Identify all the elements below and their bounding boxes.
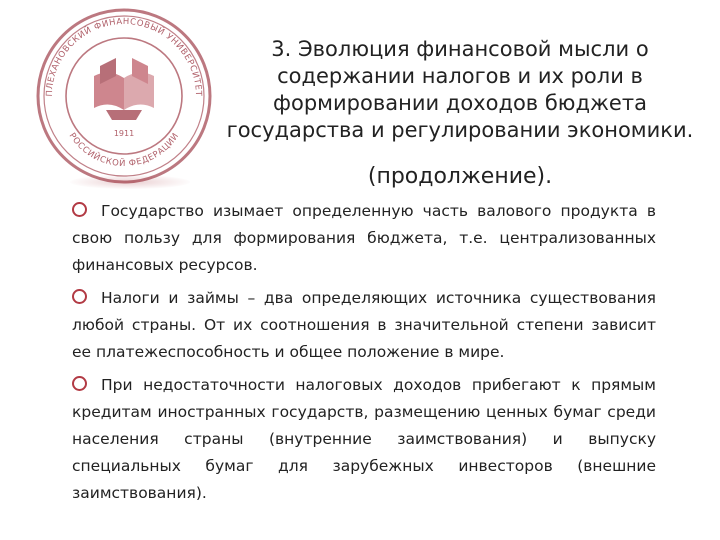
title-line: содержании налогов и их роли в — [277, 64, 643, 88]
list-item — [72, 372, 656, 507]
slide-subtitle: (продолжение). — [367, 164, 553, 189]
slide-title — [225, 36, 695, 144]
bullet-text: При недостаточности налоговых доходов прибегают к прямым кредитам иностранных государств, размещению ценных бумаг среди населения страны (внутренние заимствования) и выпуску специальных бумаг для зарубежных инвесторов (внешние заимствования). — [72, 376, 656, 502]
bullet-text: Налоги и займы – два определяющих источника существования любой страны. От их соотношения в значительной степени зависит ее платежеспособность и общее положение в мире. — [72, 289, 656, 361]
title-line: формировании доходов бюджета — [273, 91, 647, 115]
svg-text:РОССИЙСКОЙ ФЕДЕРАЦИИ: РОССИЙСКОЙ ФЕДЕРАЦИИ — [66, 131, 182, 170]
list-item — [72, 285, 656, 366]
bullet-list — [72, 198, 656, 513]
university-seal-logo — [24, 6, 224, 186]
circle-bullet-icon — [72, 376, 87, 391]
bullet-text: Государство изымает определенную часть валового продукта в свою пользу для формирования бюджета, т.е. централизованных финансовых ресурсов. — [72, 202, 656, 274]
list-item — [72, 198, 656, 279]
svg-text:ПЛЕХАНОВСКИЙ ФИНАНСОВЫЙ УНИВЕР: ПЛЕХАНОВСКИЙ ФИНАНСОВЫЙ УНИВЕРСИТЕТ — [44, 16, 204, 97]
logo-shadow — [70, 175, 190, 189]
seal-graphic — [24, 6, 224, 186]
circle-bullet-icon — [72, 202, 87, 217]
title-line: государства и регулировании экономики. — [226, 118, 694, 142]
book-emblem-icon — [94, 58, 154, 120]
title-line: 3. Эволюция финансовой мысли о — [271, 37, 649, 61]
seal-year: 1911 — [113, 129, 135, 138]
circle-bullet-icon — [72, 289, 87, 304]
